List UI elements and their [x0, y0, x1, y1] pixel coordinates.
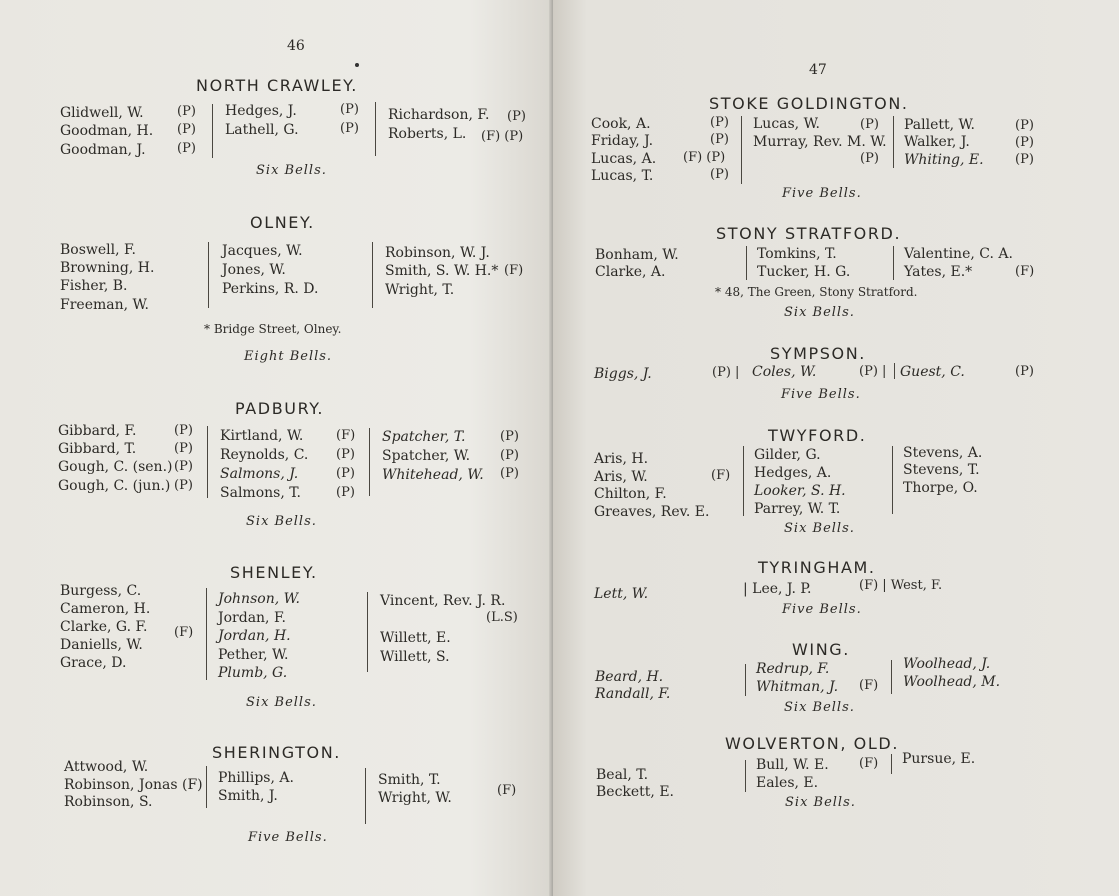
name-entry: Lucas, A. — [591, 151, 657, 167]
mark: (P) — [336, 485, 355, 500]
section-title: SHENLEY. — [230, 563, 318, 582]
mark: (P) — [710, 115, 729, 130]
mark: (L.S) — [486, 610, 518, 625]
name-entry: Pether, W. — [218, 647, 289, 663]
column-rule — [745, 664, 746, 696]
name-entry: Kirtland, W. — [220, 428, 304, 444]
mark: (P) — [174, 478, 193, 493]
section-title: NORTH CRAWLEY. — [196, 76, 358, 95]
mark: (P) — [710, 132, 729, 147]
mark: (F) — [497, 783, 517, 798]
mark: (P) — [174, 423, 193, 438]
section-title: OLNEY. — [250, 213, 315, 232]
mark: (P) | — [859, 364, 887, 379]
mark: (P) — [340, 102, 359, 117]
name-entry: Coles, W. — [752, 364, 817, 380]
column-rule — [207, 426, 208, 498]
bells-note: Five Bells. — [782, 602, 862, 617]
column-rule — [212, 104, 213, 158]
name-entry: Wright, T. — [385, 282, 455, 298]
name-entry: Woolhead, J. — [903, 656, 991, 672]
section-title: WOLVERTON, OLD. — [725, 734, 899, 753]
bells-note: Six Bells. — [256, 163, 327, 178]
section-title: WING. — [792, 640, 850, 659]
name-entry: Walker, J. — [904, 134, 970, 150]
name-entry: Gough, C. (jun.) — [58, 478, 171, 494]
column-rule — [208, 242, 209, 308]
name-entry: Parrey, W. T. — [754, 501, 841, 517]
mark: (P) — [177, 141, 196, 156]
bells-note: Six Bells. — [785, 795, 856, 810]
name-entry: Fisher, B. — [60, 278, 128, 294]
name-entry: Jordan, F. — [218, 610, 286, 626]
mark: (P) — [1015, 118, 1034, 133]
column-rule — [367, 592, 368, 672]
name-entry: Spatcher, T. — [382, 429, 466, 445]
name-entry: Vincent, Rev. J. R. — [380, 593, 506, 609]
mark: (P) | — [712, 365, 740, 380]
name-entry: Beal, T. — [596, 767, 649, 783]
name-entry: Cameron, H. — [60, 601, 151, 617]
mark: (P) — [174, 459, 193, 474]
mark: (P) — [860, 151, 879, 166]
bells-note: Six Bells. — [784, 305, 855, 320]
name-entry: Lucas, W. — [753, 116, 820, 132]
name-entry: Redrup, F. — [756, 661, 830, 677]
name-entry: Goodman, H. — [60, 123, 154, 139]
name-entry: Jones, W. — [222, 262, 286, 278]
name-entry: Hedges, A. — [754, 465, 832, 481]
bells-note: Six Bells. — [784, 700, 855, 715]
bells-note: Six Bells. — [246, 695, 317, 710]
column-rule — [891, 754, 892, 774]
mark: (P) — [710, 167, 729, 182]
column-rule — [206, 588, 207, 680]
name-entry: Plumb, G. — [218, 665, 288, 681]
column-rule — [372, 242, 373, 308]
mark: (F) — [859, 756, 879, 771]
name-entry: Whitehead, W. — [382, 467, 484, 483]
column-rule — [743, 446, 744, 516]
name-entry: Murray, Rev. M. W. — [753, 134, 887, 150]
name-entry: Randall, F. — [595, 686, 671, 702]
name-entry: Looker, S. H. — [754, 483, 846, 499]
name-entry: Browning, H. — [60, 260, 155, 276]
mark: (P) — [1015, 152, 1034, 167]
name-entry: Reynolds, C. — [220, 447, 309, 463]
mark: (F) | West, F. — [859, 578, 943, 593]
footnote: * Bridge Street, Olney. — [204, 322, 342, 336]
name-entry: Attwood, W. — [64, 759, 149, 775]
name-entry: Valentine, C. A. — [904, 246, 1013, 262]
column-rule — [365, 768, 366, 824]
name-entry: Burgess, C. — [60, 583, 142, 599]
name-entry: Jordan, H. — [218, 628, 291, 644]
name-entry: Phillips, A. — [218, 770, 294, 786]
name-entry: Spatcher, W. — [382, 448, 471, 464]
name-entry: Yates, E.* — [904, 264, 973, 280]
name-entry: Jacques, W. — [222, 243, 303, 259]
column-rule — [891, 660, 892, 694]
mark: (P) — [507, 109, 526, 124]
name-entry: Pallett, W. — [904, 117, 975, 133]
section-title: TWYFORD. — [768, 426, 867, 445]
name-entry: Stevens, T. — [903, 462, 980, 478]
name-entry: Boswell, F. — [60, 242, 137, 258]
mark: (F) (P) — [683, 150, 726, 165]
mark: (P) — [860, 117, 879, 132]
mark: (F) (P) — [481, 129, 524, 144]
mark: (P) — [336, 466, 355, 481]
left-page — [0, 0, 553, 896]
name-entry: Clarke, A. — [595, 264, 666, 280]
name-entry: Beard, H. — [595, 669, 664, 685]
name-entry: Guest, C. — [900, 364, 965, 380]
bells-note: Five Bells. — [781, 387, 861, 402]
mark: (F) — [859, 678, 879, 693]
mark: (P) — [177, 122, 196, 137]
mark: (P) — [340, 121, 359, 136]
column-rule — [741, 116, 742, 184]
bells-note: Five Bells. — [248, 830, 328, 845]
name-entry: Thorpe, O. — [903, 480, 978, 496]
right-page — [553, 0, 1119, 896]
name-entry: Smith, T. — [378, 772, 441, 788]
mark: (P) — [500, 429, 519, 444]
name-entry: Glidwell, W. — [60, 105, 144, 121]
bells-note: Six Bells. — [784, 521, 855, 536]
name-entry: Hedges, J. — [225, 103, 297, 119]
section-title: STOKE GOLDINGTON. — [709, 94, 909, 113]
mark: (P) — [174, 441, 193, 456]
column-rule — [893, 116, 894, 168]
name-entry: | Lee, J. P. — [743, 581, 812, 597]
section-title: SYMPSON. — [770, 344, 866, 363]
name-entry: Smith, J. — [218, 788, 278, 804]
name-entry: Robinson, S. — [64, 794, 153, 810]
name-entry: Greaves, Rev. E. — [594, 504, 710, 520]
name-entry: Robinson, W. J. — [385, 245, 490, 261]
column-rule — [893, 246, 894, 280]
column-rule — [745, 760, 746, 792]
section-title: PADBURY. — [235, 399, 325, 418]
name-entry: Pursue, E. — [902, 751, 976, 767]
name-entry: Richardson, F. — [388, 107, 490, 123]
name-entry: Daniells, W. — [60, 637, 143, 653]
mark: (P) — [1015, 135, 1034, 150]
footnote: * 48, The Green, Stony Stratford. — [715, 285, 918, 299]
bells-note: Six Bells. — [246, 514, 317, 529]
mark: (P) — [177, 104, 196, 119]
name-entry: Cook, A. — [591, 116, 651, 132]
name-entry: Perkins, R. D. — [222, 281, 319, 297]
name-entry: Smith, S. W. H.* — [385, 263, 499, 279]
name-entry: Gibbard, F. — [58, 423, 137, 439]
bells-note: Five Bells. — [782, 186, 862, 201]
mark: (F) — [711, 468, 731, 483]
name-entry: Lett, W. — [594, 586, 649, 602]
name-entry: Friday, J. — [591, 133, 654, 149]
name-entry: Eales, E. — [756, 775, 819, 791]
mark: (F) — [336, 428, 356, 443]
column-rule — [746, 246, 747, 280]
name-entry: Goodman, J. — [60, 142, 146, 158]
name-entry: Aris, H. — [594, 451, 649, 467]
name-entry: Roberts, L. — [388, 126, 467, 142]
section-title: SHERINGTON. — [212, 743, 341, 762]
name-entry: Tucker, H. G. — [757, 264, 851, 280]
name-entry: Whiting, E. — [904, 152, 984, 168]
name-entry: Willett, E. — [380, 630, 451, 646]
name-entry: Grace, D. — [60, 655, 127, 671]
name-entry: Gibbard, T. — [58, 441, 137, 457]
column-rule — [375, 102, 376, 156]
name-entry: Johnson, W. — [218, 591, 300, 607]
name-entry: Chilton, F. — [594, 486, 667, 502]
section-title: STONY STRATFORD. — [716, 224, 902, 243]
section-title: TYRINGHAM. — [758, 558, 876, 577]
name-entry: Lathell, G. — [225, 122, 299, 138]
bells-note: Eight Bells. — [244, 349, 333, 364]
mark: (F) — [1015, 264, 1035, 279]
name-entry: Salmons, T. — [220, 485, 301, 501]
page-number-right: 47 — [809, 62, 827, 78]
name-entry: Robinson, Jonas (F) — [64, 777, 203, 793]
name-entry: Willett, S. — [380, 649, 450, 665]
mark: (P) — [500, 466, 519, 481]
name-entry: Woolhead, M. — [903, 674, 1001, 690]
name-entry: Aris, W. — [594, 469, 648, 485]
name-entry: Whitman, J. — [756, 679, 839, 695]
column-rule — [369, 428, 370, 496]
column-rule — [892, 446, 893, 514]
name-entry: Tomkins, T. — [757, 246, 837, 262]
name-entry: Clarke, G. F. — [60, 619, 148, 635]
mark: (F) — [174, 625, 194, 640]
page-number-left: 46 — [287, 38, 305, 54]
name-entry: Bull, W. E. — [756, 757, 829, 773]
name-entry: Stevens, A. — [903, 445, 983, 461]
mark: (P) — [1015, 364, 1034, 379]
mark: (P) — [500, 448, 519, 463]
name-entry: Bonham, W. — [595, 247, 679, 263]
name-entry: Gough, C. (sen.) — [58, 459, 173, 475]
name-entry: Biggs, J. — [594, 366, 652, 382]
ink-dot — [355, 63, 359, 67]
name-entry: Beckett, E. — [596, 784, 675, 800]
mark: (F) — [504, 263, 524, 278]
name-entry: Freeman, W. — [60, 297, 149, 313]
name-entry: Salmons, J. — [220, 466, 299, 482]
name-entry: Lucas, T. — [591, 168, 654, 184]
column-rule — [206, 766, 207, 808]
mark: (P) — [336, 447, 355, 462]
column-rule — [894, 363, 895, 379]
name-entry: Gilder, G. — [754, 447, 821, 463]
name-entry: Wright, W. — [378, 790, 452, 806]
